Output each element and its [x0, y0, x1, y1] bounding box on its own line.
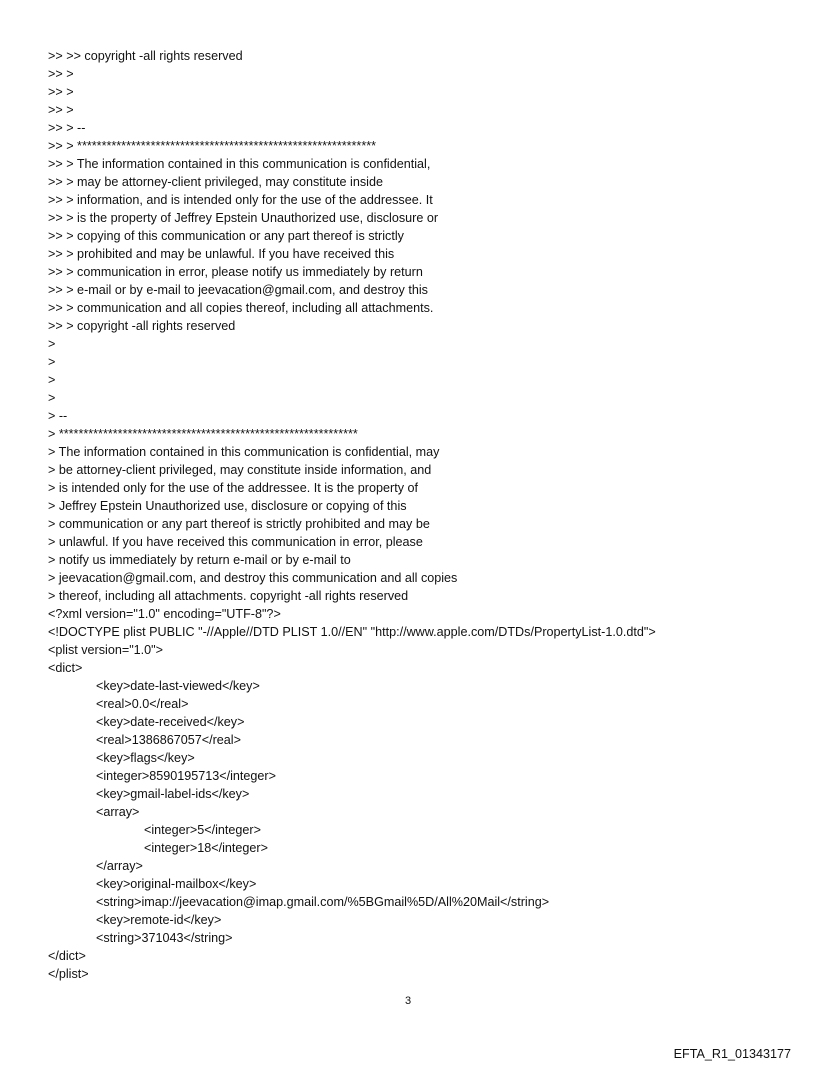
text-line: <integer>5</integer> — [144, 823, 261, 837]
text-line: > The information contained in this communication is confidential, may — [48, 445, 440, 459]
text-line: <real>0.0</real> — [96, 697, 189, 711]
text-line: >> > prohibited and may be unlawful. If you have received this — [48, 247, 395, 261]
text-line: >> > communication in error, please notify us immediately by return — [48, 265, 423, 279]
text-line: > — [48, 355, 56, 369]
text-line: >> >> copyright -all rights reserved — [48, 49, 243, 63]
text-line: </plist> — [48, 967, 89, 981]
text-line: > thereof, including all attachments. copyright -all rights reserved — [48, 589, 409, 603]
text-line: </dict> — [48, 949, 86, 963]
text-line: > notify us immediately by return e-mail or by e-mail to — [48, 553, 351, 567]
text-line: <plist version="1.0"> — [48, 643, 164, 657]
text-line: <key>remote-id</key> — [96, 913, 222, 927]
text-line: > — [48, 391, 56, 405]
text-line: >> > — [48, 103, 74, 117]
text-line: >> > e-mail or by e-mail to jeevacation@gmail.com, and destroy this — [48, 283, 428, 297]
text-line: > jeevacation@gmail.com, and destroy this communication and all copies — [48, 571, 458, 585]
text-line: <real>1386867057</real> — [96, 733, 241, 747]
document-body — [48, 47, 788, 983]
text-line: >> > — [48, 85, 74, 99]
text-line: >> > information, and is intended only for the use of the addressee. It — [48, 193, 433, 207]
text-line: <integer>18</integer> — [144, 841, 268, 855]
text-line: <dict> — [48, 661, 83, 675]
text-line: <string>imap://jeevacation@imap.gmail.com/%5BGmail%5D/All%20Mail</string> — [96, 895, 550, 909]
text-line: <key>flags</key> — [96, 751, 195, 765]
text-line: <integer>8590195713</integer> — [96, 769, 276, 783]
text-line: > Jeffrey Epstein Unauthorized use, disclosure or copying of this — [48, 499, 407, 513]
text-line: >> > copyright -all rights reserved — [48, 319, 236, 333]
text-line: >> > The information contained in this communication is confidential, — [48, 157, 431, 171]
text-line: > — [48, 373, 56, 387]
text-line: >> > -- — [48, 121, 86, 135]
text-line: <!DOCTYPE plist PUBLIC "-//Apple//DTD PLIST 1.0//EN" "http://www.apple.com/DTDs/PropertyList-1.0.dtd"> — [48, 625, 656, 639]
text-line: >> > copying of this communication or any part thereof is strictly — [48, 229, 404, 243]
text-line: > — [48, 337, 56, 351]
text-line: > be attorney-client privileged, may constitute inside information, and — [48, 463, 432, 477]
text-line: > unlawful. If you have received this communication in error, please — [48, 535, 423, 549]
text-line: > is intended only for the use of the addressee. It is the property of — [48, 481, 418, 495]
text-line: > ************************************************************* — [48, 427, 358, 441]
text-line: </array> — [96, 859, 143, 873]
text-line: > -- — [48, 409, 68, 423]
page-number: 3 — [404, 995, 412, 1007]
text-line: <array> — [96, 805, 140, 819]
text-line: <key>original-mailbox</key> — [96, 877, 257, 891]
text-line: >> > — [48, 67, 74, 81]
text-line: <key>gmail-label-ids</key> — [96, 787, 250, 801]
text-line: <key>date-received</key> — [96, 715, 245, 729]
text-line: <?xml version="1.0" encoding="UTF-8"?> — [48, 607, 281, 621]
text-line: >> > may be attorney-client privileged, may constitute inside — [48, 175, 383, 189]
text-line: >> > ************************************************************* — [48, 139, 377, 153]
document-id: EFTA_R1_01343177 — [673, 1047, 791, 1061]
text-line: <key>date-last-viewed</key> — [96, 679, 260, 693]
text-line: <string>371043</string> — [96, 931, 233, 945]
text-line: >> > is the property of Jeffrey Epstein Unauthorized use, disclosure or — [48, 211, 439, 225]
text-line: > communication or any part thereof is strictly prohibited and may be — [48, 517, 430, 531]
text-line: >> > communication and all copies thereof, including all attachments. — [48, 301, 434, 315]
